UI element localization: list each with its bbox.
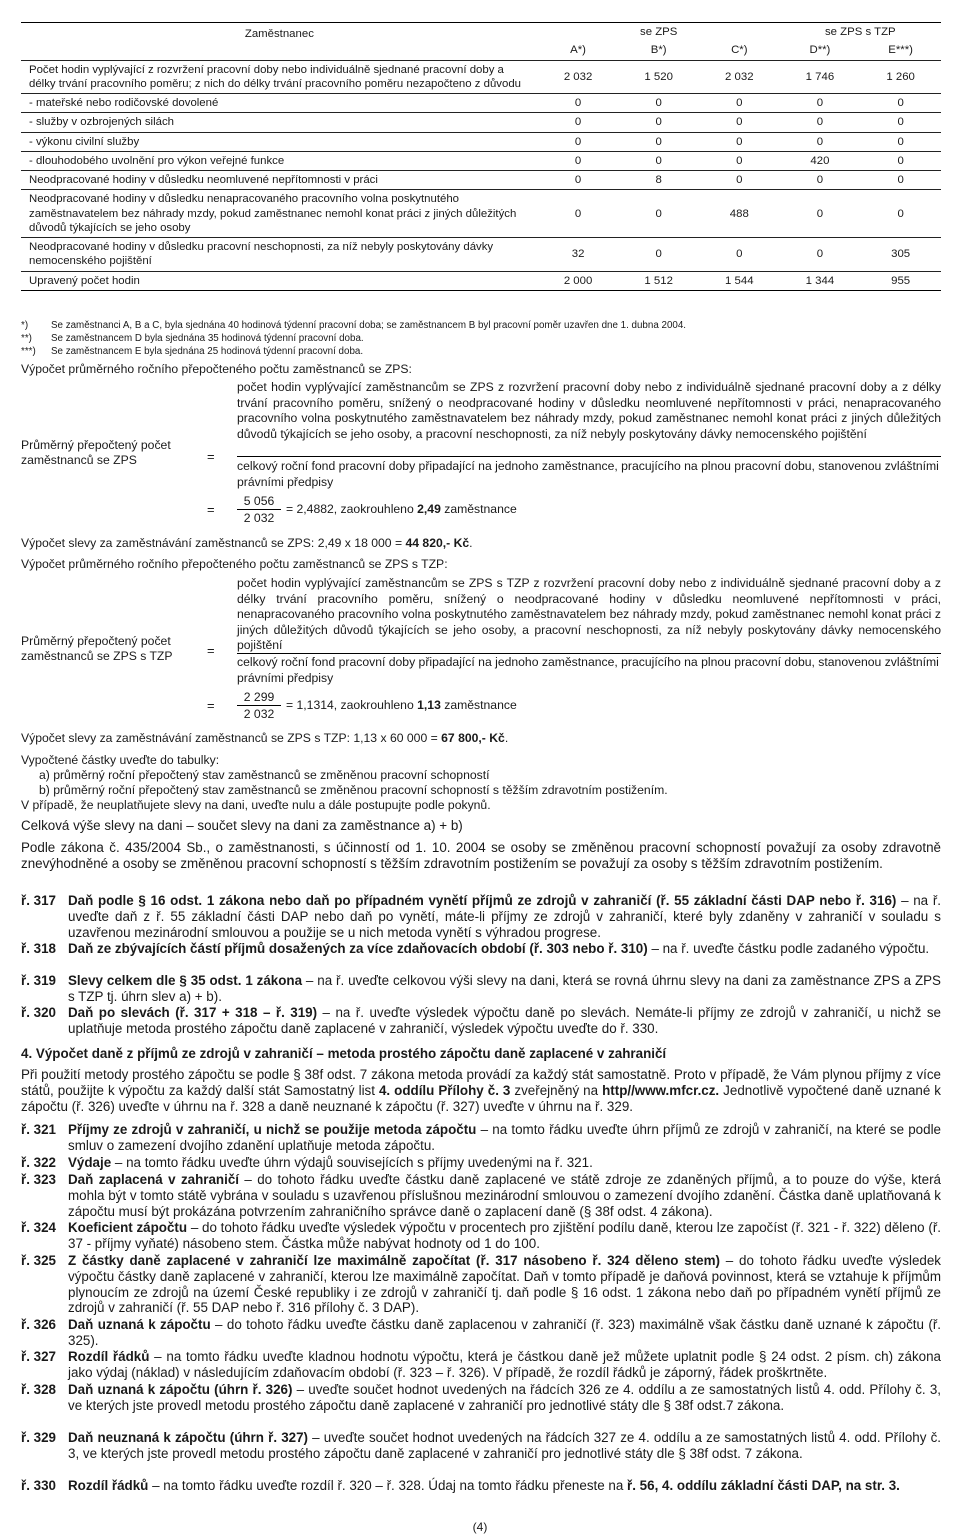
- notes-law: Podle zákona č. 435/2004 Sb., o zaměstnanosti, s účinností od 1. 10. 2004 se osoby se změněnou pracovní schopností považují za osoby zdravotně znevýhodněné a osoby se změněnou pracovní schopností s těžším zdravotním postižením se považují za osoby s těžším zdravotním postižením.: [21, 840, 941, 871]
- calc1-den-value: 2 032: [237, 509, 281, 526]
- row-value: 0: [538, 171, 619, 190]
- row-value: 0: [860, 190, 941, 238]
- row-text: – na tomto řádku uveďte úhrn výdajů souvisejících s příjmy uvedenými na ř. 321.: [111, 1155, 593, 1170]
- calc1-result-post: zaměstnance: [440, 502, 517, 516]
- row-value: 0: [618, 151, 699, 170]
- header-employee: Zaměstnanec: [21, 23, 538, 61]
- calc1-result-value: 2,49: [417, 502, 441, 516]
- calc2-discount-value: 67 800,- Kč: [441, 731, 505, 745]
- footnote-mark: **): [21, 333, 32, 344]
- instruction-row: [21, 1172, 941, 1219]
- row-number: ř. 319: [21, 973, 56, 988]
- row-text: – uveďte součet hodnot uvedených na řádcích 326 ze 4. oddílu a ze samostatných listů 4. odd. Přílohy č. 3, ve kterých jste provedl metodu prostého zápočtu daně zaplacené v zahraničí pro jednotlivé státy dle § 38f odst.7 zákona.: [68, 1382, 941, 1413]
- row-label: Upravený počet hodin: [21, 271, 538, 290]
- page-number: (4): [472, 1520, 488, 1534]
- row-value: 1 512: [618, 271, 699, 290]
- calc2-discount-text: Výpočet slevy za zaměstnávání zaměstnanců se ZPS s TZP: 1,13 x 60 000 =: [21, 731, 442, 745]
- row-body: [68, 893, 941, 940]
- row-value: 0: [538, 94, 619, 113]
- table-row: [21, 151, 941, 170]
- calc1-heading: Výpočet průměrného ročního přepočteného počtu zaměstnanců se ZPS:: [21, 362, 412, 376]
- row-value: 488: [699, 190, 780, 238]
- row-value: 0: [538, 132, 619, 151]
- row-title-2: ř. 56, 4. oddílu základní části DAP, na str. 3.: [627, 1478, 900, 1493]
- col-header: D**): [809, 44, 831, 57]
- row-value: 0: [618, 238, 699, 272]
- notes-item-b: b) průměrný roční přepočtený stav zaměstnanců se změněnou pracovní schopností s těžším zdravotním postižením.: [39, 783, 668, 797]
- row-body: [68, 1005, 941, 1037]
- row-value: 1 344: [780, 271, 861, 290]
- instruction-row: [21, 1155, 941, 1171]
- col-header: B*): [650, 44, 667, 57]
- footnote: [21, 333, 364, 345]
- footnote-mark: *): [21, 320, 29, 331]
- row-value: 420: [780, 151, 861, 170]
- row-text: – do tohoto řádku uveďte částku daně zaplacené ve státě zdroje ze zdaněných příjmů, a to pouze do výše, která mohla být v tomto státě vybrána v souladu s uzavřenou příslušnou mezinárodní smlouvou o zamezení dvojího zdanění. Částka daně uplatňovaná k zápočtu musí být prokázána potvrzením zahraničního správce daně o zaplacení daně (§ 38f odst. 4 zákona).: [68, 1172, 942, 1219]
- table-body: [21, 60, 941, 290]
- section4-p1: Při použití metody prostého zápočtu se podle § 38f odst. 7 zákona metoda provádí za každý stát samostatně. Proto v případě, že Vám plynou příjmy z více států, použijte k výpočtu za každý další stát Samostatný list: [21, 1067, 941, 1098]
- row-value: 0: [780, 94, 861, 113]
- row-body: [68, 1478, 941, 1494]
- calc1-result-pre: = 2,4882, zaokrouhleno: [286, 502, 418, 516]
- footnote: [21, 346, 363, 358]
- table-row: [21, 190, 941, 238]
- calc1-fraction-line: [237, 456, 941, 457]
- row-text: – na tomto řádku uveďte úhrn příjmů ze zdrojů v zahraničí, na které se podle smluv o zamezení dvojího zdanění uplatňuje metoda zápočtu.: [68, 1122, 942, 1153]
- table-row: [21, 171, 941, 190]
- row-value: 0: [538, 113, 619, 132]
- row-value: 0: [780, 113, 861, 132]
- calc2-result-value: 1,13: [417, 698, 441, 712]
- row-number: ř. 326: [21, 1317, 56, 1332]
- row-text: – do tohoto řádku uveďte výsledek výpočtu částky daně zaplacené v zahraničí, kterou lze maximálně započítat. Daň v tomto případě je daňová povinnost, která se vztahuje k příjmům plynoucím ze zdrojů na území České republiky i ze zdrojů v zahraničí tj. daň podle § 16 odst. 1 zákona nebo daň po případném vynětí příjmů ze zdrojů v zahraničí (ř. 55 DAP nebo ř. 316 přílohy č. 3 DAP).: [68, 1253, 941, 1316]
- calc2-equals: =: [207, 643, 215, 658]
- row-value: 2 000: [538, 271, 619, 290]
- row-body: [68, 941, 941, 957]
- instruction-row: [21, 1349, 941, 1381]
- row-value: 2 032: [699, 60, 780, 94]
- calc1-equals: =: [207, 449, 215, 464]
- notes-item-a: a) průměrný roční přepočtený stav zaměstnanců se změněnou pracovní schopností: [39, 768, 490, 782]
- row-text: – na tomto řádku uveďte rozdíl ř. 320 – ř. 328. Údaj na tomto řádku přeneste na: [148, 1478, 628, 1493]
- calc2-equals-2: =: [207, 698, 215, 713]
- row-title: Rozdíl řádků: [68, 1349, 150, 1364]
- section4-heading: 4. Výpočet daně z příjmů ze zdrojů v zahraničí – metoda prostého zápočtu daně zaplacené v zahraničí: [21, 1046, 667, 1061]
- instruction-row: [21, 1317, 941, 1349]
- section4-p1-bold: 4. oddílu Přílohy č. 3: [378, 1082, 511, 1098]
- row-body: [68, 1382, 941, 1414]
- row-value: 2 032: [538, 60, 619, 94]
- row-label: - dlouhodobého uvolnění pro výkon veřejné funkce: [21, 151, 538, 170]
- instruction-row: [21, 1005, 941, 1037]
- row-body: [68, 1349, 941, 1381]
- row-title: Daň ze zbývajících částí příjmů dosažených za více zdaňovacích období (ř. 303 nebo ř. 310): [68, 941, 648, 956]
- row-text: – na ř. uveďte částku podle zadaného výpočtu.: [647, 941, 930, 956]
- row-label: Neodpracované hodiny v důsledku neomluvené nepřítomnosti v práci: [21, 171, 538, 190]
- employee-table: [21, 22, 941, 291]
- row-number: ř. 318: [21, 941, 56, 956]
- row-value: 0: [699, 94, 780, 113]
- calc1-discount: Výpočet slevy za zaměstnávání zaměstnanců se ZPS: 2,49 x 18 000 = 44 820,- Kč.: [21, 536, 473, 550]
- calc1-label: Průměrný přepočtený počet zaměstnanců se ZPS: [21, 438, 171, 467]
- section4-paragraph: [21, 1067, 941, 1114]
- table-row: [21, 271, 941, 290]
- calc1-small-fraction: [237, 494, 281, 527]
- instruction-row: [21, 1430, 941, 1462]
- calc2-small-fraction: [237, 690, 281, 723]
- row-value: 1 520: [618, 60, 699, 94]
- row-title: Koeficient zápočtu: [68, 1220, 188, 1235]
- row-title: Výdaje: [68, 1155, 112, 1170]
- calc2-label: Průměrný přepočtený počet zaměstnanců se ZPS s TZP: [21, 634, 173, 663]
- row-value: 0: [699, 151, 780, 170]
- row-value: 0: [780, 238, 861, 272]
- calc1-equals-2: =: [207, 502, 215, 517]
- footnote-text: Se zaměstnancem D byla sjednána 35 hodinová týdenní pracovní doba.: [51, 333, 364, 344]
- row-number: ř. 322: [21, 1155, 56, 1170]
- row-title: Z částky daně zaplacené v zahraničí lze maximálně započítat (ř. 317 násobeno ř. 324 děleno stem): [68, 1253, 720, 1268]
- row-value: 1 260: [860, 60, 941, 94]
- row-title: Rozdíl řádků: [68, 1478, 149, 1493]
- row-value: 0: [780, 190, 861, 238]
- row-value: 305: [860, 238, 941, 272]
- calc2-fraction-line: [237, 653, 941, 654]
- row-title: Příjmy ze zdrojů v zahraničí, u nichž se použije metoda zápočtu: [68, 1122, 477, 1137]
- instruction-row: [21, 1122, 941, 1154]
- row-value: 0: [780, 171, 861, 190]
- row-label: Neodpracované hodiny v důsledku pracovní neschopnosti, za níž nebyly poskytovány dávky nemocenského pojištění: [21, 238, 538, 272]
- row-text: – na ř. uveďte celkovou výši slevy na dani, která se rovná úhrnu slevy na dani za zaměstnance ZPS a ZPS s TZP tj. úhrn slev a) + b).: [68, 973, 941, 1004]
- calc2-den-value: 2 032: [237, 705, 281, 722]
- row-value: 0: [860, 132, 941, 151]
- row-body: [68, 1122, 941, 1154]
- instruction-row: [21, 1253, 941, 1316]
- row-number: ř. 320: [21, 1005, 56, 1020]
- row-value: 0: [618, 113, 699, 132]
- row-value: 32: [538, 238, 619, 272]
- notes-intro: Vypočtené částky uveďte do tabulky:: [21, 753, 220, 767]
- footnote-text: Se zaměstnanci A, B a C, byla sjednána 40 hodinová týdenní pracovní doba; se zaměstnancem B byl pracovní poměr uzavřen dne 1. dubna 2004.: [51, 320, 687, 331]
- row-number: ř. 317: [21, 893, 56, 908]
- row-label: - výkonu civilní služby: [21, 132, 538, 151]
- calc1-discount-value: 44 820,- Kč: [405, 536, 470, 550]
- instruction-row: [21, 973, 941, 1005]
- instruction-row: [21, 941, 941, 957]
- table-row: [21, 94, 941, 113]
- row-number: ř. 327: [21, 1349, 56, 1364]
- row-body: [68, 1430, 941, 1462]
- row-label: - mateřské nebo rodičovské dovolené: [21, 94, 538, 113]
- row-value: 0: [860, 113, 941, 132]
- instruction-row: [21, 893, 941, 940]
- row-value: 0: [618, 132, 699, 151]
- row-text: – na ř. uveďte daň z ř. 55 základní části DAP nebo daň po vynětí, máte-li příjmy ze zdrojů v zahraničí, které byly zdaněny v zahraničí v souladu s uzavřenou mezinárodní smlouvou a použije se u nich metoda vynětí s výhradou progrese.: [68, 893, 941, 940]
- row-value: 8: [618, 171, 699, 190]
- row-value: 0: [699, 113, 780, 132]
- row-label: Neodpracované hodiny v důsledku nenapracovaného pracovního volna poskytnutého zaměstnavatelem bez náhrady mzdy, pokud zaměstnanec nemohl konat práci z jiných důležitých důvodů týkajících se jeho osoby: [21, 190, 538, 238]
- col-header: E***): [888, 44, 913, 57]
- calc1-result: [286, 502, 517, 517]
- calc1-num-value: 5 056: [243, 494, 275, 508]
- col-header: A*): [570, 44, 586, 57]
- table-header-row: [21, 23, 941, 42]
- row-title: Daň uznaná k zápočtu: [68, 1317, 211, 1332]
- row-value: 0: [780, 132, 861, 151]
- row-title: Daň uznaná k zápočtu (úhrn ř. 326): [68, 1382, 293, 1397]
- table-row: [21, 132, 941, 151]
- calc2-result-post: zaměstnance: [440, 698, 517, 712]
- row-label: Počet hodin vyplývající z rozvržení pracovní doby nebo individuálně sjednané pracovní doby a délky trvání pracovního poměru; z nich do délky trvání pracovního poměru nezapočteno z důvodu: [21, 60, 538, 94]
- footnote-mark: ***): [21, 346, 36, 357]
- row-body: [68, 1253, 941, 1316]
- row-label: - služby v ozbrojených silách: [21, 113, 538, 132]
- section4-link: http//www.mfcr.cz.: [602, 1082, 720, 1098]
- row-number: ř. 324: [21, 1220, 56, 1235]
- calc1-discount-text: Výpočet slevy za zaměstnávání zaměstnanců se ZPS: 2,49 x 18 000 =: [21, 536, 406, 550]
- header-zps: se ZPS: [538, 23, 780, 42]
- table-row: [21, 60, 941, 94]
- row-value: 0: [618, 94, 699, 113]
- row-body: [68, 1220, 941, 1252]
- row-number: ř. 323: [21, 1172, 56, 1187]
- row-title: Slevy celkem dle § 35 odst. 1 zákona: [68, 973, 303, 988]
- row-number: ř. 325: [21, 1253, 56, 1268]
- calc2-result-pre: = 1,1314, zaokrouhleno: [286, 698, 418, 712]
- row-value: 1 544: [699, 271, 780, 290]
- notes-total: Celková výše slevy na dani – součet slevy na dani za zaměstnance a) + b): [21, 818, 463, 833]
- table-row: [21, 113, 941, 132]
- calc2-numerator: počet hodin vyplývající zaměstnancům se ZPS s TZP z rozvržení pracovní doby nebo z individuálně sjednané pracovní doby a z délky trvání pracovního poměru, snížený o neodpracované hodiny v důsledku neomluvené nepřítomnosti v práci, nenapracovaného pracovního volna poskytnutého zaměstnavatelem bez náhrady mzdy, pokud zaměstnanec nemohl konat práci z jiných důležitých důvodů týkajících se jeho osoby, a pracovní neschopnosti, za níž nebyly poskytovány dávky nemocenského pojištění: [237, 576, 941, 652]
- row-text: – do tohoto řádku uveďte výsledek výpočtu v procentech pro zjištění podílu daně, kterou lze započíst (ř. 321 - ř. 322) děleno (ř. 37 - příjmy vyňaté) násobeno stem. Částka může nabývat hodnoty od 1 do 100.: [68, 1220, 941, 1251]
- notes-zero: V případě, že neuplatňujete slevy na dani, uveďte nulu a dále postupujte podle pokynů.: [21, 798, 491, 812]
- row-number: ř. 328: [21, 1382, 56, 1397]
- row-body: [68, 1155, 941, 1171]
- section4-p1-e: Jednotlivě vypočtené daně uznané k zápočtu (ř. 326) uveďte v úhrnu na ř. 328 a daně neuznané k zápočtu (ř. 327) uveďte v úhrnu na ř. 329.: [21, 1082, 941, 1114]
- row-number: ř. 321: [21, 1122, 56, 1137]
- row-value: 0: [618, 190, 699, 238]
- calc2-denominator: celkový roční fond pracovní doby připadající na jednoho zaměstnance, pracujícího na plnou pracovní dobu, stanovenou zvláštními právními předpisy: [237, 655, 939, 685]
- calc1-numerator: počet hodin vyplývající zaměstnancům se ZPS z rozvržení pracovní doby nebo z individuálně sjednané pracovní doby a z délky trvání pracovního poměru, snížený o neodpracované hodiny v důsledku neomluvené nepřítomnosti v práci, nenapracovaného pracovního volna poskytnutého zaměstnavatelem bez náhrady mzdy, pokud zaměstnanec nemohl konat práci z jiných důležitých důvodů týkajících se jeho osoby, a pracovní neschopnosti, za níž nebyly poskytovány dávky nemocenského pojištění: [237, 380, 941, 441]
- row-title: Daň zaplacená v zahraničí: [68, 1172, 239, 1187]
- row-value: 0: [538, 151, 619, 170]
- row-title: Daň neuznaná k zápočtu (úhrn ř. 327): [68, 1430, 309, 1445]
- row-value: 0: [699, 132, 780, 151]
- row-body: [68, 1172, 941, 1219]
- calc2-heading: Výpočet průměrného ročního přepočteného počtu zaměstnanců se ZPS s TZP:: [21, 557, 448, 571]
- row-number: ř. 330: [21, 1478, 56, 1493]
- row-body: [68, 973, 941, 1005]
- calc2-result: [286, 698, 517, 713]
- section4-p1-c: zveřejněný na: [510, 1082, 603, 1098]
- row-text: – na tomto řádku uveďte kladnou hodnotu výpočtu, která je částkou daně jež můžete uplatnit podle § 24 odst. 2 písm. ch) zákona jako výdaj (náklad) v následujícím zdaňovacím období (ř. 323 – ř. 326). V případě, že rozdíl řádků je záporný, řádek proškrtněte.: [68, 1349, 941, 1380]
- row-value: 0: [860, 151, 941, 170]
- row-text: – uveďte součet hodnot uvedených na řádcích 327 ze 4. oddílu a ze samostatných listů 4. odd. Přílohy č. 3, ve kterých jste provedl metodu prostého zápočtu daně zaplacené v zahraničí pro jednotlivé státy dle § 38f odst. 7 zákona.: [68, 1430, 941, 1461]
- row-title: Daň po slevách (ř. 317 + 318 – ř. 319): [68, 1005, 318, 1020]
- row-text: – na ř. uveďte výsledek výpočtu daně po slevách. Nemáte-li příjmy ze zdrojů v zahraničí, u nichž se uplatňuje metoda prostého zápočtu daně zaplacené v zahraničí, výsledek výpočtu uveďte do ř. 330.: [68, 1005, 941, 1036]
- footnote-text: Se zaměstnancem E byla sjednána 25 hodinová týdenní pracovní doba.: [51, 346, 364, 357]
- instruction-row: [21, 1382, 941, 1414]
- row-value: 0: [860, 171, 941, 190]
- header-zps-tzp: se ZPS s TZP: [780, 23, 941, 42]
- calc2-num-value: 2 299: [243, 690, 275, 704]
- col-header: C*): [731, 44, 748, 57]
- row-value: 0: [860, 94, 941, 113]
- instruction-row: [21, 1220, 941, 1252]
- instruction-row: [21, 1478, 941, 1494]
- table-row: [21, 238, 941, 272]
- row-number: ř. 329: [21, 1430, 56, 1445]
- row-value: 0: [699, 171, 780, 190]
- row-value: 0: [699, 238, 780, 272]
- row-value: 955: [860, 271, 941, 290]
- row-title: Daň podle § 16 odst. 1 zákona nebo daň po případném vynětí příjmů ze zdrojů v zahraničí (ř. 55 základní části DAP nebo ř. 316): [68, 893, 897, 908]
- row-value: 1 746: [780, 60, 861, 94]
- row-body: [68, 1317, 941, 1349]
- footnote: [21, 320, 686, 332]
- calc1-denominator: celkový roční fond pracovní doby připadající na jednoho zaměstnance, pracujícího na plnou pracovní dobu, stanovenou zvláštními právními předpisy: [237, 459, 939, 489]
- row-text: – do tohoto řádku uveďte částku daně zaplacenou v zahraničí (ř. 323) maximálně však částku daně uznané k zápočtu (ř. 325).: [68, 1317, 941, 1348]
- row-value: 0: [538, 190, 619, 238]
- calc2-discount: Výpočet slevy za zaměstnávání zaměstnanců se ZPS s TZP: 1,13 x 60 000 = 67 800,- Kč.: [21, 731, 509, 745]
